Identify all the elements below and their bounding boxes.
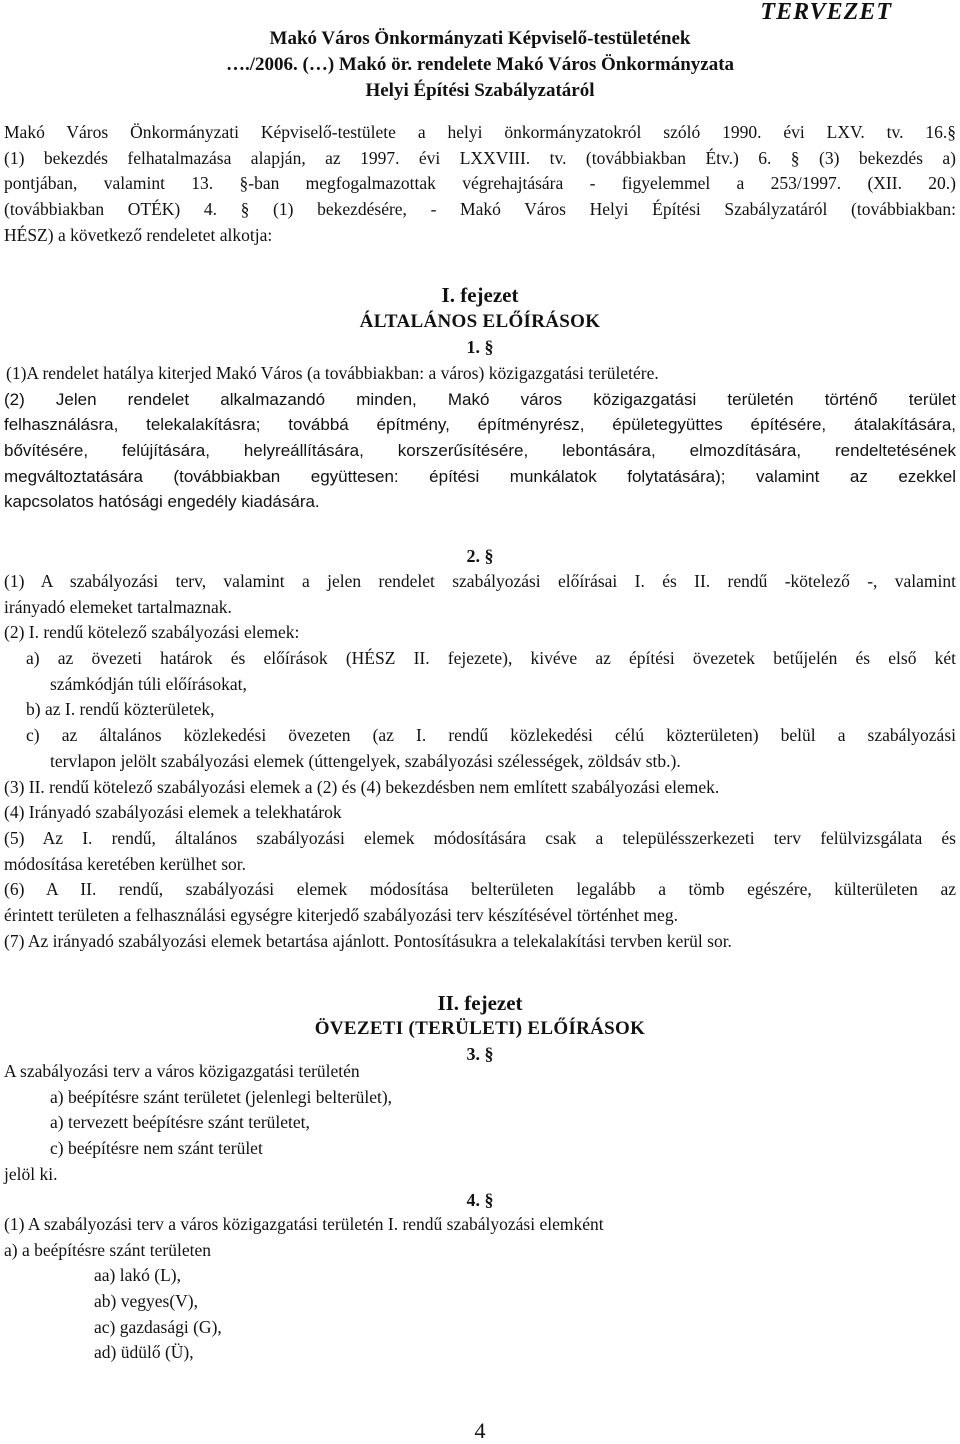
section-4-line: aa) lakó (L), — [94, 1265, 181, 1286]
section-3-line: jelöl ki. — [4, 1163, 58, 1184]
title-line: …./2006. (…) Makó ör. rendelete Makó Város Önkormányzata — [225, 54, 735, 75]
section-2-line: érintett területen a felhasználási egységre kiterjedő szabályozási terv készítésével történhet meg. — [4, 904, 678, 925]
section-2-line: (3) II. rendű kötelező szabályozási elemek a (2) és (4) bekezdésben nem említett szabályozási elemek. — [4, 776, 720, 797]
preamble-line: (1) bekezdés felhatalmazása alapján, az 1997. évi LXXVIII. tv. (továbbiakban Étv.) 6. § (3) bekezdés a) — [4, 147, 956, 168]
page-number: 4 — [474, 1418, 486, 1443]
section-3-line: c) beépítésre nem szánt terület — [50, 1138, 263, 1159]
section-2-line: számkódján túli előírásokat, — [50, 673, 247, 694]
section-2-line: (6) A II. rendű, szabályozási elemek módosítása belterületen legalább a tömb egészére, külterületen az — [4, 879, 956, 900]
section-4-line: ac) gazdasági (G), — [94, 1316, 222, 1337]
section-4-label: 4. § — [466, 1190, 494, 1210]
section-2-line: (4) Irányadó szabályozási elemek a telekhatárok — [4, 802, 342, 823]
section-2-line: (7) Az irányadó szabályozási elemek betartása ajánlott. Pontosításukra a telekalakítási tervben kerül sor. — [4, 930, 732, 951]
title-line: Makó Város Önkormányzati Képviselő-testületének — [269, 28, 691, 49]
section-4-line: (1) A szabályozási terv a város közigazgatási területén I. rendű szabályozási elemként — [4, 1214, 604, 1234]
section-2-line: irányadó elemeket tartalmaznak. — [4, 596, 232, 617]
chapter-2-number: II. fejezet — [437, 991, 523, 1015]
section-2-line: módosítása keretében kerülhet sor. — [4, 853, 247, 874]
preamble-line: HÉSZ) a következő rendeletet alkotja: — [4, 224, 273, 245]
section-4-line: ad) üdülő (Ü), — [94, 1342, 194, 1363]
section-3-body — [4, 1059, 956, 1187]
preamble-line: (továbbiakban OTÉK) 4. § (1) bekezdésére, - Makó Város Helyi Építési Szabályzatáról (továbbiakban: — [4, 199, 956, 220]
section-4-body — [4, 1212, 956, 1366]
section-1-body — [4, 361, 956, 515]
preamble-line: Makó Város Önkormányzati Képviselő-testülete a helyi önkormányzatokról szóló 1990. évi LXV. tv. 16.§ — [4, 122, 956, 142]
section-3-label: 3. § — [466, 1044, 494, 1064]
document-title — [0, 26, 960, 104]
section-2-body — [4, 569, 956, 954]
section-1-label: 1. § — [466, 337, 494, 357]
chapter-1-title: ÁLTALÁNOS ELŐÍRÁSOK — [359, 311, 601, 332]
section-1-line: bővítésére, felújítására, helyreállítására, korszerűsítésére, lebontására, elmozdítására, rendeltetésének — [4, 441, 956, 461]
chapter-2-title: ÖVEZETI (TERÜLETI) ELŐÍRÁSOK — [314, 1018, 646, 1039]
section-2-line: tervlapon jelölt szabályozási elemek (úttengelyek, szabályozási szélességek, zöldsáv stb.). — [50, 750, 681, 771]
section-1-line: kapcsolatos hatósági engedély kiadására. — [4, 492, 320, 512]
preamble-line: pontjában, valamint 13. §-ban megfogalmazottak végrehajtására - figyelemmel a 253/1997. (XII. 20.) — [4, 173, 956, 194]
section-3-line: a) tervezett beépítésre szánt területet, — [50, 1112, 310, 1133]
section-2-line: (5) Az I. rendű, általános szabályozási elemek módosítására csak a településszerkezeti terv felülvizsgálata és — [4, 827, 956, 848]
section-2-line: (1) A szabályozási terv, valamint a jelen rendelet szabályozási előírásai I. és II. rendű -kötelező -, valamint — [4, 571, 956, 591]
section-1-line: (1)A rendelet hatálya kiterjed Makó Város (a továbbiakban: a város) közigazgatási területére. — [6, 363, 659, 383]
preamble — [4, 120, 956, 248]
section-1-line: megváltoztatására (továbbiakban együttesen: építési munkálatok folytatására); valamint az ezekkel — [4, 466, 956, 486]
section-2-line: c) az általános közlekedési övezeten (az I. rendű közlekedési célú közterületen) belül a szabályozási — [26, 725, 956, 746]
draft-label: TERVEZET — [760, 0, 892, 25]
section-4-line: a) a beépítésre szánt területen — [4, 1239, 211, 1260]
section-2-label: 2. § — [466, 546, 494, 566]
section-2-line: b) az I. rendű közterületek, — [26, 699, 215, 720]
section-3-line: a) beépítésre szánt területet (jelenlegi belterület), — [50, 1086, 393, 1107]
chapter-1-number: I. fejezet — [441, 283, 519, 307]
title-line: Helyi Építési Szabályzatáról — [365, 80, 595, 101]
section-2-line: a) az övezeti határok és előírások (HÉSZ II. fejezete), kivéve az építési övezetek betűjelén és első két — [26, 648, 956, 669]
section-4-line: ab) vegyes(V), — [94, 1291, 198, 1312]
section-1-line: felhasználásra, telekalakításra; továbbá építmény, építményrész, épületegyüttes építésére, átalakítására, — [4, 415, 956, 435]
section-1-line: (2) Jelen rendelet alkalmazandó minden, Makó város közigazgatási területén történő terület — [4, 389, 956, 409]
section-2-line: (2) I. rendű kötelező szabályozási elemek: — [4, 622, 300, 643]
section-3-line: A szabályozási terv a város közigazgatási területén — [4, 1061, 360, 1081]
